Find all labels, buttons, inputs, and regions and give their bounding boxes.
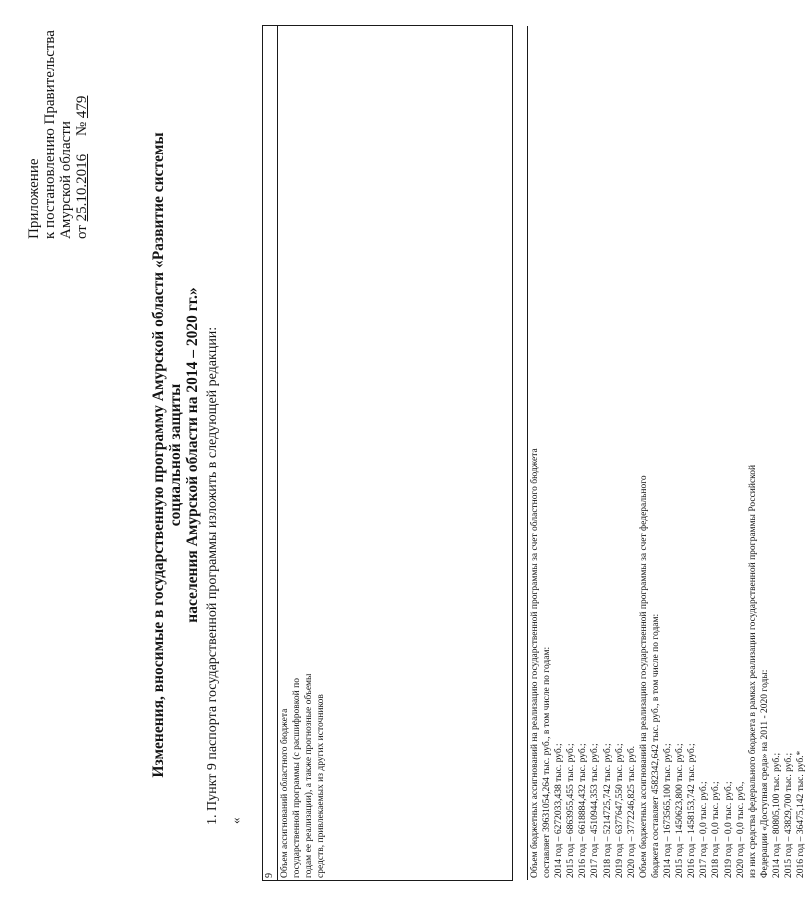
title-line-2: населения Амурской области на 2014 – 2020 гг.»: [184, 287, 201, 623]
passport-table: [262, 25, 807, 881]
detail-line: 2020 год – 0,0 тыс. руб.,: [735, 781, 746, 878]
appendix-number: 479: [74, 95, 90, 119]
opening-quote: «: [228, 817, 243, 824]
detail-line: 2016 год – 6618884,432 тыс. руб.;: [578, 743, 589, 878]
detail-line: составляет 39631054,264 тыс. руб., в том числе по годам:: [542, 646, 553, 878]
detail-line: Объем бюджетных ассигнований на реализацию государственной программы за счет областного бюджета: [530, 448, 540, 878]
detail-line: 2016 год – 36475,142 тыс. руб.*: [796, 750, 807, 878]
detail-line: 2016 год – 1458153,742 тыс. руб.;: [687, 743, 698, 878]
appendix-label: Приложение: [26, 158, 42, 239]
detail-line: 2014 год – 1673565,100 тыс. руб.;: [663, 743, 674, 878]
detail-line: 2015 год – 43829,700 тыс. руб.;: [783, 752, 794, 878]
detail-line: 2017 год – 0,0 тыс. руб.;: [699, 781, 710, 878]
table-divider: [277, 26, 278, 880]
table-divider: [527, 26, 528, 880]
detail-line: 2014 год – 80805,100 тыс. руб.;: [771, 752, 782, 878]
detail-line: бюджета составляет 4582342,642 тыс. руб., в том числе по годам:: [650, 613, 661, 878]
appendix-date-line: [74, 19, 90, 239]
detail-line: 2019 год – 6377647,550 тыс. руб.;: [614, 743, 625, 878]
detail-line: 2019 год – 0,0 тыс. руб.;: [723, 781, 734, 878]
appendix-no-label: №: [74, 121, 90, 137]
detail-line: 2018 год – 0,0 тыс. руб.;: [711, 781, 722, 878]
appendix-date-prefix: от: [74, 225, 90, 239]
detail-line: Объем бюджетных ассигнований на реализацию государственной программы за счет федерального: [638, 475, 649, 878]
intro-paragraph: 1. Пункт 9 паспорта государственной программы изложить в следующей редакции:: [205, 326, 220, 825]
detail-line: 2015 год – 6863955,455 тыс. руб.;: [566, 743, 577, 878]
appendix-header: [26, 19, 90, 239]
detail-line: из них средства федерального бюджета в рамках реализации государственной программы Российской: [747, 464, 758, 878]
detail-line: 2020 год – 3772246,825 тыс. руб.: [626, 745, 637, 878]
detail-line: 2014 год – 6272033,438 тыс. руб.;: [554, 743, 565, 878]
description-line: государственной программы (с расшифровкой по: [292, 678, 302, 878]
detail-line: Федерации «Доступная среда» на 2011 - 2020 годы:: [759, 669, 770, 878]
row-description: [279, 266, 327, 878]
title-line-1: Изменения, вносимые в государственную программу Амурской области «Развитие системы социальной защиты: [150, 132, 184, 778]
row-details: [529, 26, 807, 878]
detail-line: 2015 год – 1450623,800 тыс. руб.;: [675, 743, 686, 878]
detail-line: 2017 год – 4510944,353 тыс. руб.;: [590, 743, 601, 878]
description-line: годам ее реализации), а также прогнозные объемы: [304, 673, 314, 878]
appendix-resolution: к постановлению Правительства: [42, 30, 58, 239]
description-line: Объем ассигнований областного бюджета: [280, 708, 290, 878]
detail-line: 2018 год – 5214725,742 тыс. руб.;: [602, 743, 613, 878]
description-line: средств, привлекаемых из других источников: [316, 694, 326, 878]
document-title: [150, 95, 201, 815]
row-number: 9: [264, 873, 275, 878]
appendix-region: Амурской области: [58, 121, 74, 239]
appendix-date: 25.10.2016: [74, 153, 90, 222]
